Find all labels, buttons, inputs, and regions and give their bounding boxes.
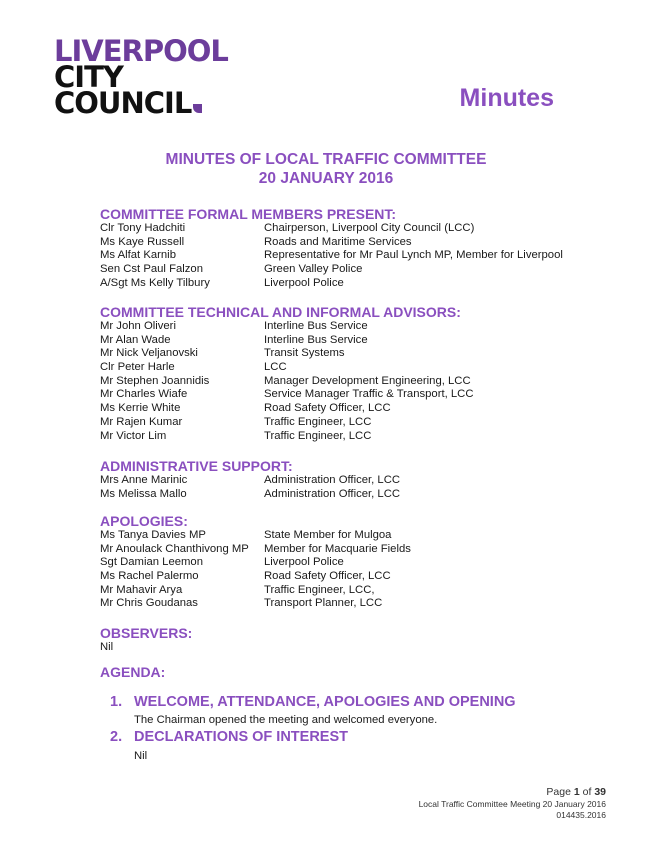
list-item: [100, 263, 563, 277]
advisor-name: Mr Alan Wade: [100, 333, 171, 346]
advisor-name: Mr Charles Wiafe: [100, 388, 188, 401]
main-heading: [0, 150, 652, 188]
logo-line-1: LIVERPOOL: [54, 34, 228, 68]
list-item: [100, 474, 400, 488]
section-technical-advisors-heading: COMMITTEE TECHNICAL AND INFORMAL ADVISORS:: [100, 304, 461, 320]
section-observers-heading: OBSERVERS:: [100, 625, 193, 641]
agenda-item-title: DECLARATIONS OF INTEREST: [134, 729, 349, 745]
advisor-name: Mr Victor Lim: [100, 429, 167, 442]
logo-mark-icon: [193, 104, 202, 113]
advisor-role: Road Safety Officer, LCC: [264, 402, 391, 415]
list-item: [100, 334, 474, 348]
staff-role: Administration Officer, LCC: [264, 474, 401, 486]
section-administrative-support-heading: ADMINISTRATIVE SUPPORT:: [100, 458, 293, 474]
document-title: Minutes: [459, 84, 554, 112]
logo-line-2: CITY: [54, 60, 123, 94]
member-role: Liverpool Police: [264, 276, 344, 289]
agenda-item-number: 2.: [110, 729, 123, 745]
list-item: [100, 222, 563, 236]
apology-role: Liverpool Police: [264, 556, 344, 569]
advisor-name: Mr Rajen Kumar: [100, 415, 183, 428]
advisor-role: LCC: [264, 361, 287, 374]
list-item: [100, 388, 474, 402]
staff-role: Administration Officer, LCC: [264, 487, 401, 500]
list-item: [100, 320, 474, 334]
list-item: [100, 488, 400, 502]
footer-reference: 014435.2016: [556, 810, 606, 820]
list-item: [100, 236, 563, 250]
member-role: Green Valley Police: [264, 263, 363, 276]
staff-name: Ms Melissa Mallo: [100, 487, 187, 500]
advisor-role: Traffic Engineer, LCC: [264, 415, 372, 428]
advisor-name: Ms Kerrie White: [100, 402, 181, 415]
advisor-role: Interline Bus Service: [264, 333, 368, 346]
list-item: [100, 543, 411, 557]
member-name: Sen Cst Paul Falzon: [100, 263, 203, 276]
member-name: Ms Kaye Russell: [100, 235, 185, 248]
administrative-support-list: [100, 474, 400, 501]
staff-name: Mrs Anne Marinic: [100, 474, 188, 486]
apology-name: Ms Rachel Palermo: [100, 570, 199, 583]
agenda-item-1-heading: [110, 694, 516, 710]
list-item: [100, 249, 563, 263]
agenda-item-number: 1.: [110, 694, 123, 710]
apology-name: Mr Chris Goudanas: [100, 597, 198, 610]
member-name: Ms Alfat Karnib: [100, 249, 176, 262]
list-item: [100, 556, 411, 570]
list-item: [100, 570, 411, 584]
advisor-name: Mr John Oliveri: [100, 320, 176, 332]
apology-role: Traffic Engineer, LCC,: [264, 583, 375, 596]
advisor-name: Mr Stephen Joannidis: [100, 374, 210, 387]
list-item: [100, 584, 411, 598]
advisor-role: Manager Development Engineering, LCC: [264, 374, 471, 387]
advisor-role: Service Manager Traffic & Transport, LCC: [264, 388, 474, 401]
agenda-item-title: WELCOME, ATTENDANCE, APOLOGIES AND OPENING: [134, 694, 516, 710]
section-agenda-heading: AGENDA:: [100, 664, 166, 680]
list-item: [100, 402, 474, 416]
apology-name: Mr Anoulack Chanthivong MP: [100, 542, 249, 555]
apology-role: State Member for Mulgoa: [264, 529, 392, 541]
formal-members-list: [100, 222, 563, 290]
list-item: [100, 277, 563, 291]
agenda-item-1-text: The Chairman opened the meeting and welcomed everyone.: [134, 714, 438, 726]
apology-role: Road Safety Officer, LCC: [264, 570, 391, 583]
apology-role: Member for Macquarie Fields: [264, 542, 411, 555]
apology-name: Sgt Damian Leemon: [100, 556, 203, 569]
advisor-role: Transit Systems: [264, 347, 345, 360]
member-role: Roads and Maritime Services: [264, 235, 412, 248]
apology-role: Transport Planner, LCC: [264, 597, 383, 610]
main-heading-line-2: 20 JANUARY 2016: [258, 170, 394, 187]
advisor-role: Traffic Engineer, LCC: [264, 429, 372, 442]
apology-name: Ms Tanya Davies MP: [100, 529, 206, 541]
advisor-role: Interline Bus Service: [264, 320, 368, 332]
list-item: [100, 529, 411, 543]
page-footer: [419, 786, 606, 821]
member-name: A/Sgt Ms Kelly Tilbury: [100, 276, 210, 289]
list-item: [100, 597, 411, 611]
footer-meeting-line: Local Traffic Committee Meeting 20 January 2016: [418, 799, 606, 809]
apologies-list: [100, 529, 411, 611]
observers-text: Nil: [100, 641, 114, 653]
section-formal-members-heading: COMMITTEE FORMAL MEMBERS PRESENT:: [100, 206, 397, 222]
technical-advisors-list: [100, 320, 474, 443]
liverpool-city-council-logo: [54, 34, 228, 120]
logo-line-3: COUNCIL: [54, 90, 228, 116]
main-heading-line-1: MINUTES OF LOCAL TRAFFIC COMMITTEE: [165, 151, 487, 168]
member-role: Representative for Mr Paul Lynch MP, Member for Liverpool: [264, 249, 563, 262]
agenda-item-2-text: Nil: [134, 750, 148, 762]
list-item: [100, 375, 474, 389]
advisor-name: Clr Peter Harle: [100, 361, 175, 374]
agenda-item-2-heading: [110, 729, 348, 745]
member-role: Chairperson, Liverpool City Council (LCC): [264, 222, 475, 234]
list-item: [100, 347, 474, 361]
advisor-name: Mr Nick Veljanovski: [100, 347, 198, 360]
list-item: [100, 361, 474, 375]
section-apologies-heading: APOLOGIES:: [100, 513, 188, 529]
list-item: [100, 430, 474, 444]
list-item: [100, 416, 474, 430]
member-name: Clr Tony Hadchiti: [100, 222, 186, 234]
apology-name: Mr Mahavir Arya: [100, 583, 183, 596]
page-number: Page 1 of 39: [546, 786, 606, 798]
